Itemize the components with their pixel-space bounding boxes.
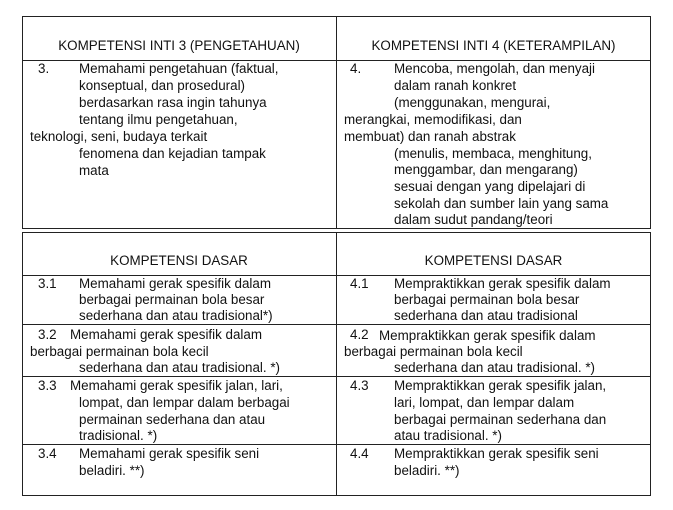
ki4-line: (menulis, membaca, menghitung, bbox=[394, 146, 592, 161]
kd-line: lompat, dan lempar dalam berbagai bbox=[79, 395, 290, 410]
ki4-line: dalam ranah konkret bbox=[394, 78, 517, 93]
ki4-line: (menggunakan, mengurai, bbox=[394, 95, 551, 110]
ki3-line: mata bbox=[79, 163, 109, 178]
kd-line: berbagai permainan bola kecil bbox=[30, 344, 209, 359]
kd-number: 3.4 bbox=[38, 446, 57, 461]
kd-line: Memahami gerak spesifik jalan, lari, bbox=[70, 378, 283, 393]
kd-line: Memahami gerak spesifik dalam bbox=[70, 327, 263, 342]
kd-line: Mempraktikkan gerak spesifik seni bbox=[394, 446, 599, 461]
kd-number: 4.3 bbox=[350, 378, 369, 393]
ki3-line: berdasarkan rasa ingin tahunya bbox=[79, 95, 267, 110]
kd-line: beladiri. **) bbox=[79, 463, 145, 478]
ki3-line: tentang ilmu pengetahuan, bbox=[79, 112, 238, 127]
kd-line: Memahami gerak spesifik seni bbox=[79, 446, 260, 461]
kd-number: 4.4 bbox=[350, 446, 369, 461]
ki3-line: konseptual, dan prosedural) bbox=[79, 78, 246, 93]
kd-line: tradisional. *) bbox=[79, 428, 158, 443]
kd-left-border bbox=[22, 232, 23, 496]
kd-line: Mempraktikkan gerak spesifik dalam bbox=[394, 276, 611, 291]
ki-right-border bbox=[650, 16, 651, 229]
kd-line: permainan sederhana dan atau bbox=[79, 412, 266, 427]
ki4-line: sekolah dan sumber lain yang sama bbox=[394, 196, 609, 211]
ki4-line: membuat) dan ranah abstrak bbox=[344, 129, 516, 144]
kd-line: sederhana dan atau tradisional. *) bbox=[79, 360, 280, 375]
ki3-header: KOMPETENSI INTI 3 (PENGETAHUAN) bbox=[58, 38, 300, 53]
kd-line: sederhana dan atau tradisional bbox=[394, 308, 578, 323]
kd-line: berbagai permainan bola besar bbox=[394, 292, 580, 307]
kd-number: 3.1 bbox=[38, 276, 57, 291]
kd-middle-border bbox=[336, 232, 337, 496]
kd-line: lari, lompat, dan lempar dalam bbox=[394, 395, 575, 410]
ki3-line: teknologi, seni, budaya terkait bbox=[30, 129, 208, 144]
ki4-line: dalam sudut pandang/teori bbox=[394, 212, 553, 227]
ki4-line: menggambar, dan mengarang) bbox=[394, 162, 578, 177]
kd-line: berbagai permainan bola kecil bbox=[344, 344, 523, 359]
ki4-line: merangkai, memodifikasi, dan bbox=[344, 112, 522, 127]
kd-number: 3.3 bbox=[38, 378, 57, 393]
kd-line: berbagai permainan sederhana dan bbox=[394, 412, 607, 427]
kd-line: beladiri. **) bbox=[394, 463, 460, 478]
kd-line: Mempraktikkan gerak spesifik dalam bbox=[379, 328, 596, 343]
kd-line: sederhana dan atau tradisional*) bbox=[79, 308, 273, 323]
kd-line: atau tradisional. *) bbox=[394, 428, 502, 443]
kd-left-header: KOMPETENSI DASAR bbox=[110, 253, 248, 268]
kd-line: Memahami gerak spesifik dalam bbox=[79, 276, 272, 291]
ki3-number: 3. bbox=[38, 61, 50, 76]
ki4-header: KOMPETENSI INTI 4 (KETERAMPILAN) bbox=[371, 38, 616, 53]
ki3-line: fenomena dan kejadian tampak bbox=[79, 146, 266, 161]
kd-line: sederhana dan atau tradisional. *) bbox=[394, 360, 595, 375]
kd-number: 3.2 bbox=[38, 327, 57, 342]
kd-line: Mempraktikkan gerak spesifik jalan, bbox=[394, 378, 607, 393]
ki4-line: sesuai dengan yang dipelajari di bbox=[394, 179, 586, 194]
kd-right-header: KOMPETENSI DASAR bbox=[424, 253, 563, 268]
kd-line: berbagai permainan bola besar bbox=[79, 292, 265, 307]
ki4-line: Mencoba, mengolah, dan menyaji bbox=[394, 61, 595, 76]
kd-number: 4.1 bbox=[350, 276, 369, 291]
ki4-number: 4. bbox=[350, 61, 362, 76]
ki3-line: Memahami pengetahuan (faktual, bbox=[79, 61, 279, 76]
kd-number: 4.2 bbox=[350, 327, 369, 342]
kd-right-border bbox=[650, 232, 651, 496]
